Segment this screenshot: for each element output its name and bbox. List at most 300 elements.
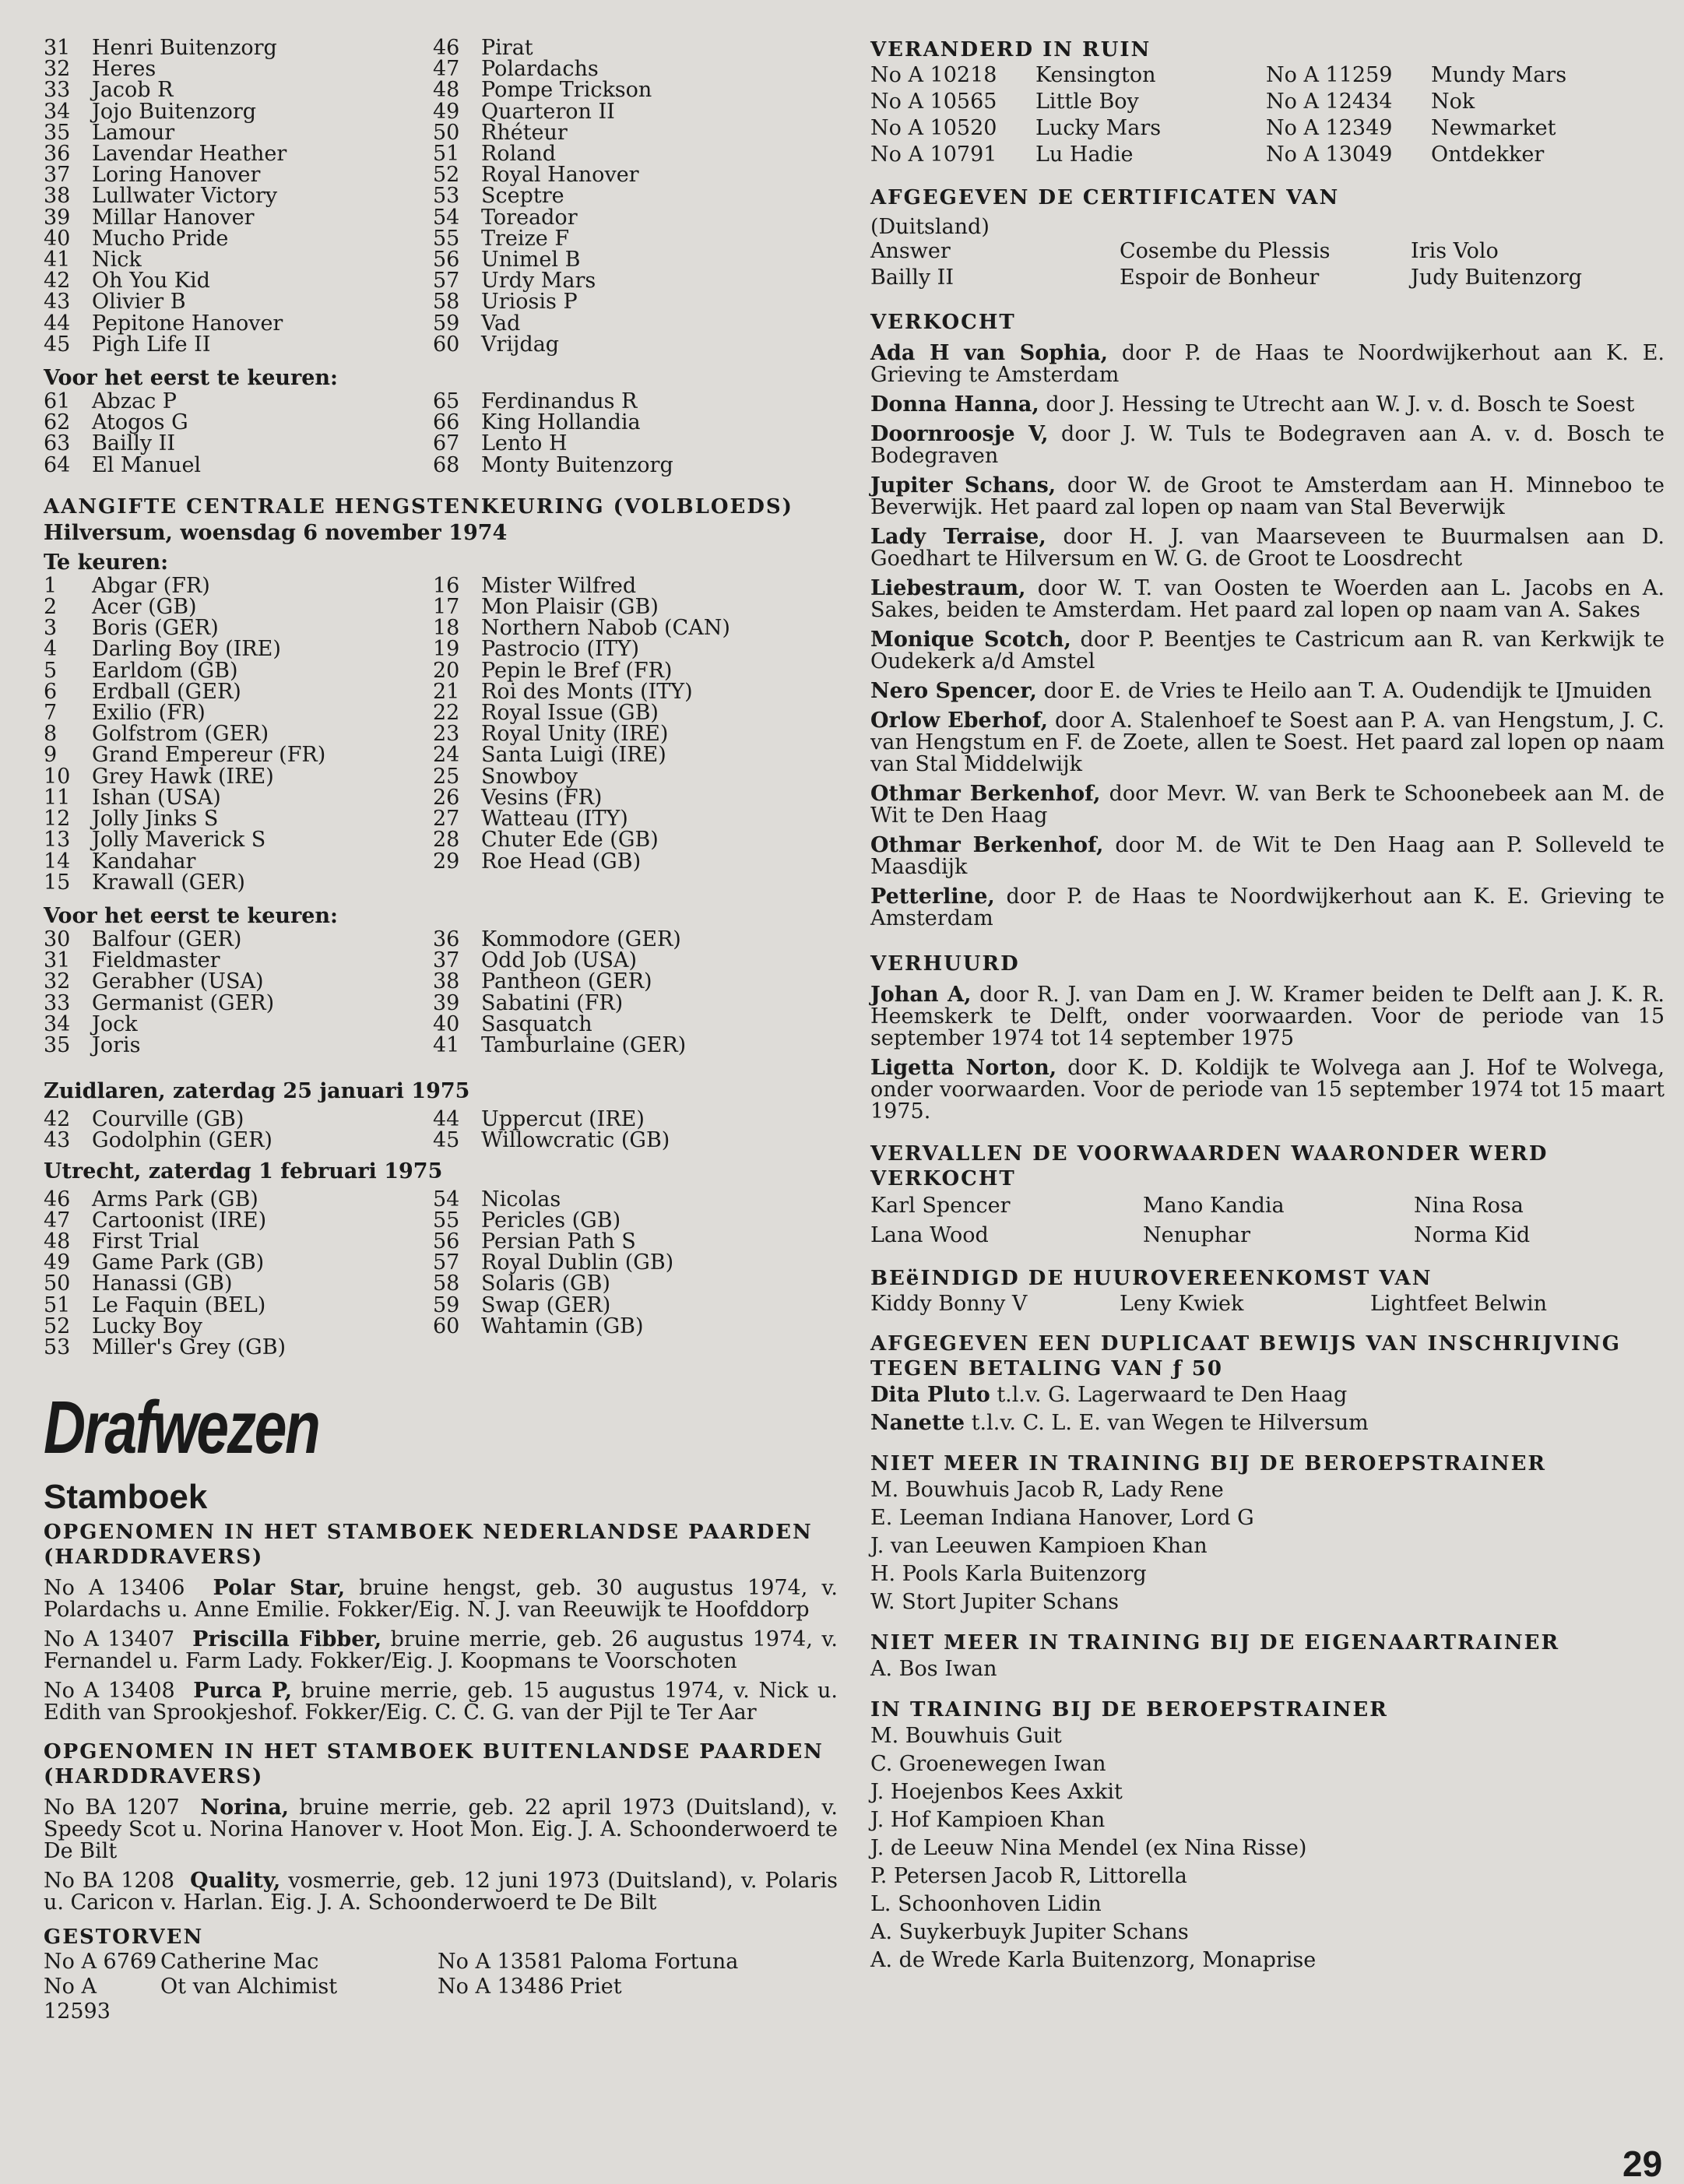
table-cell: Lu Hadie bbox=[1035, 142, 1134, 167]
entry-text: door H. J. van Maarseveen te Buurmalsen aan D. Goedhart te Hilversum en W. G. de Groot te Loosdrecht bbox=[870, 525, 1665, 571]
item-number: 42 bbox=[44, 1107, 71, 1132]
trainer-horses: Iwan bbox=[1053, 1752, 1106, 1776]
table-cell: No A 13049 bbox=[1266, 142, 1393, 167]
trainer-name: P. Petersen bbox=[870, 1864, 987, 1888]
list-item bbox=[433, 452, 838, 477]
list-col-2 bbox=[433, 391, 838, 476]
list-item bbox=[44, 766, 433, 787]
list-item bbox=[44, 681, 433, 702]
list-col-2 bbox=[433, 1189, 838, 1359]
list-item bbox=[433, 1011, 838, 1036]
list-item bbox=[44, 1210, 433, 1231]
item-number: 58 bbox=[433, 1271, 460, 1296]
item-name: Miller's Grey (GB) bbox=[92, 1335, 287, 1359]
item-number: 38 bbox=[44, 184, 71, 209]
item-name: Tamburlaine (GER) bbox=[481, 1032, 687, 1057]
table-cell: Nok bbox=[1431, 90, 1475, 114]
item-name: First Trial bbox=[92, 1229, 199, 1254]
item-number: 47 bbox=[433, 57, 460, 82]
list-item bbox=[870, 1409, 1665, 1437]
item-number: 40 bbox=[433, 1011, 460, 1036]
item-name: Olivier B bbox=[92, 290, 186, 315]
entry-number: No BA 1208 bbox=[44, 1869, 175, 1894]
trainer-name: A. Suykerbuyk bbox=[870, 1920, 1026, 1944]
item-number: 39 bbox=[44, 205, 71, 230]
verhuurd-heading: VERHUURD bbox=[870, 952, 1020, 976]
entry-name: Ada H van Sophia, bbox=[870, 341, 1108, 365]
item-name: Sasquatch bbox=[481, 1011, 592, 1036]
list-item bbox=[44, 433, 433, 454]
item-name: Jojo Buitenzorg bbox=[92, 99, 257, 124]
trainer-horses: Indiana Hanover, Lord G bbox=[990, 1506, 1254, 1530]
item-name: Uriosis P bbox=[481, 290, 578, 315]
item-name: Lavendar Heather bbox=[92, 142, 287, 167]
entry-text: door W. de Groot te Amsterdam aan H. Minneboo te Beverwijk. Het paard zal lopen op naam van Stal Beverwijk bbox=[870, 473, 1665, 519]
trainer-row bbox=[870, 1947, 1665, 1975]
entry-paragraph bbox=[44, 1629, 838, 1672]
entry-number: No A 13407 bbox=[44, 1627, 175, 1652]
item-number: 25 bbox=[433, 764, 460, 789]
trainer-row bbox=[870, 1722, 1665, 1750]
list-item bbox=[44, 950, 433, 971]
trainer-row bbox=[870, 1806, 1665, 1834]
table-cell: No A 11259 bbox=[1266, 63, 1393, 87]
item-number: 43 bbox=[44, 290, 71, 315]
item-name: Lucky Boy bbox=[92, 1314, 202, 1338]
list-item bbox=[44, 207, 433, 228]
item-number: 30 bbox=[44, 927, 71, 951]
item-name: Kommodore (GER) bbox=[481, 927, 681, 951]
item-number: 33 bbox=[44, 78, 71, 103]
table-cell: Answer bbox=[870, 239, 951, 263]
item-name: Grand Empereur (FR) bbox=[92, 743, 326, 768]
item-name: Uppercut (IRE) bbox=[481, 1107, 645, 1132]
item-number: 55 bbox=[433, 1208, 460, 1233]
item-number: 67 bbox=[433, 431, 460, 456]
trainer-name: J. van Leeuwen bbox=[870, 1534, 1032, 1558]
item-name: Jolly Jinks S bbox=[92, 807, 219, 832]
entry-name: Norina, bbox=[200, 1795, 290, 1820]
table-cell: No A 10218 bbox=[870, 63, 997, 87]
item-number: 60 bbox=[433, 332, 460, 357]
list-item bbox=[44, 1273, 433, 1294]
entry-paragraph bbox=[870, 681, 1665, 702]
te-keuren-list bbox=[44, 575, 838, 893]
table-cell: Kensington bbox=[1035, 63, 1156, 87]
list-item bbox=[44, 313, 433, 334]
item-number: 41 bbox=[44, 248, 71, 273]
trainer-row bbox=[870, 1476, 1665, 1504]
item-number: 21 bbox=[433, 679, 460, 704]
item-number: 61 bbox=[44, 389, 71, 414]
entry-text: door W. T. van Oosten te Woerden aan L. Jacobs en A. Sakes, beiden te Amsterdam. Het paard zal lopen op naam van A. Sakes bbox=[870, 576, 1665, 622]
item-number: 43 bbox=[44, 1128, 71, 1153]
section-subtitle: Stamboek bbox=[44, 1478, 208, 1517]
item-name: Erdball (GER) bbox=[92, 679, 241, 704]
trainer-row bbox=[870, 1504, 1665, 1532]
entry-name: Petterline, bbox=[870, 885, 995, 909]
item-name: Darling Boy (IRE) bbox=[92, 637, 281, 662]
list-item bbox=[44, 1337, 433, 1358]
trainer-row bbox=[870, 1918, 1665, 1947]
list-item bbox=[433, 290, 838, 315]
entry-paragraph bbox=[870, 629, 1665, 673]
duplicaat-list bbox=[870, 1381, 1665, 1437]
item-number: 44 bbox=[44, 311, 71, 336]
table-cell: Norma Kid bbox=[1414, 1223, 1531, 1247]
table-cell: Leny Kwiek bbox=[1120, 1292, 1244, 1316]
list-item bbox=[433, 334, 838, 355]
entry-text: door P. de Haas te Noordwijkerhout aan K. E. Grieving te Amsterdam bbox=[870, 885, 1665, 930]
item-name: Joris bbox=[92, 1032, 141, 1057]
item-name: Rhéteur bbox=[481, 120, 568, 145]
trainer-name: J. Hof bbox=[870, 1808, 930, 1832]
item-number: 48 bbox=[44, 1229, 71, 1254]
list-item bbox=[44, 1011, 433, 1036]
trainer-name: M. Bouwhuis bbox=[870, 1724, 1010, 1748]
list-item bbox=[870, 1381, 1665, 1409]
item-name: Jolly Maverick S bbox=[92, 828, 266, 853]
item-name: Ishan (USA) bbox=[92, 785, 221, 810]
item-number: 3 bbox=[44, 616, 58, 641]
table-cell: Judy Buitenzorg bbox=[1411, 266, 1583, 290]
entry-name: Johan A, bbox=[870, 983, 972, 1007]
entry-name: Monique Scotch, bbox=[870, 628, 1071, 652]
list-item bbox=[433, 1210, 838, 1231]
trainer-name: A. Bos bbox=[870, 1657, 938, 1681]
list-item bbox=[44, 701, 433, 726]
item-number: 37 bbox=[433, 948, 460, 973]
item-name: Roi des Monts (ITY) bbox=[481, 679, 693, 704]
item-name: Nicolas bbox=[481, 1187, 561, 1212]
item-number: 41 bbox=[433, 1032, 460, 1057]
item-name: Atogos G bbox=[92, 410, 188, 435]
item-name: Santa Luigi (IRE) bbox=[481, 743, 666, 768]
item-number: 27 bbox=[433, 807, 460, 832]
list-item bbox=[44, 1316, 433, 1337]
entry-name: Othmar Berkenhof, bbox=[870, 782, 1101, 806]
item-number: 9 bbox=[44, 743, 58, 768]
item-name: King Hollandia bbox=[481, 410, 641, 435]
item-number: 8 bbox=[44, 722, 58, 747]
entry-text: bruine merrie, geb. 26 augustus 1974, v. Fernandel u. Farm Lady. Fokker/Eig. J. Koopmans te Voorschoten bbox=[44, 1627, 838, 1674]
list-item bbox=[44, 142, 433, 167]
list-item bbox=[433, 1292, 838, 1317]
item-name: Boris (GER) bbox=[92, 616, 219, 641]
item-name: Pastrocio (ITY) bbox=[481, 637, 640, 662]
initial-horse-list bbox=[44, 37, 838, 355]
in-beroep-list bbox=[870, 1722, 1665, 1975]
list-col-2 bbox=[433, 1109, 838, 1151]
item-name: Kandahar bbox=[92, 849, 196, 874]
list-item bbox=[433, 681, 838, 702]
list-item bbox=[433, 1130, 838, 1151]
item-number: 19 bbox=[433, 637, 460, 662]
item-name: Watteau (ITY) bbox=[481, 807, 628, 832]
ruin-heading: VERANDERD IN RUIN bbox=[870, 38, 1151, 62]
niet-beroep-heading: NIET MEER IN TRAINING BIJ DE BEROEPSTRAINER bbox=[870, 1452, 1547, 1475]
item-name: Pantheon (GER) bbox=[481, 969, 652, 994]
list-col-2 bbox=[433, 575, 838, 893]
table-cell: Mundy Mars bbox=[1431, 63, 1567, 87]
item-name: Mucho Pride bbox=[92, 226, 229, 251]
list-item bbox=[433, 207, 838, 228]
table-cell: Little Boy bbox=[1035, 90, 1139, 114]
list-item bbox=[44, 334, 433, 355]
item-name: Northern Nabob (CAN) bbox=[481, 616, 730, 641]
item-number: 22 bbox=[433, 701, 460, 726]
item-number: 55 bbox=[433, 226, 460, 251]
verhuurd-entries bbox=[870, 984, 1665, 1123]
item-name: Treize F bbox=[481, 226, 570, 251]
table-cell: Karl Spencer bbox=[870, 1194, 1011, 1218]
list-item bbox=[433, 971, 838, 992]
list-item bbox=[433, 743, 838, 768]
list-item bbox=[44, 660, 433, 681]
entry-paragraph bbox=[870, 783, 1665, 827]
utrecht-label: Utrecht, zaterdag 1 februari 1975 bbox=[44, 1159, 443, 1183]
item-name: Quarteron II bbox=[481, 99, 615, 124]
item-name: Lamour bbox=[92, 120, 175, 145]
list-item bbox=[44, 1231, 433, 1252]
list-item bbox=[433, 269, 838, 294]
entry-number: No BA 1207 bbox=[44, 1795, 180, 1820]
list-item bbox=[433, 57, 838, 82]
item-number: 33 bbox=[44, 990, 71, 1015]
niet-beroep-list bbox=[870, 1476, 1665, 1616]
item-name: Loring Hanover bbox=[92, 163, 261, 188]
entry-number: No A 13408 bbox=[44, 1679, 175, 1704]
entry-name: Lady Terraise, bbox=[870, 525, 1046, 549]
list-item bbox=[433, 412, 838, 433]
table-cell: No A 13486 bbox=[438, 1975, 564, 1999]
item-name: El Manuel bbox=[92, 452, 202, 477]
item-number: 46 bbox=[44, 1187, 71, 1212]
list-item bbox=[433, 701, 838, 726]
entry-paragraph bbox=[870, 394, 1665, 416]
list-item bbox=[44, 122, 433, 143]
table-cell: Mano Kandia bbox=[1143, 1194, 1285, 1218]
list-item bbox=[44, 743, 433, 768]
entry-name: Polar Star, bbox=[213, 1576, 346, 1601]
entry-paragraph bbox=[870, 343, 1665, 386]
list-item bbox=[44, 616, 433, 641]
item-name: Ferdinandus R bbox=[481, 389, 638, 414]
table-cell: No A 10565 bbox=[870, 90, 997, 114]
entry-name: Liebestraum, bbox=[870, 576, 1026, 600]
table-cell: No A 12434 bbox=[1266, 90, 1393, 114]
item-number: 15 bbox=[44, 870, 71, 895]
entry-text: door J. Hessing te Utrecht aan W. J. v. d. Bosch te Soest bbox=[1046, 392, 1635, 417]
entry-text: bruine hengst, geb. 30 augustus 1974, v. Polardachs u. Anne Emilie. Fokker/Eig. N. J. van Reeuwijk te Hoofddorp bbox=[44, 1576, 838, 1623]
list-item bbox=[44, 929, 433, 950]
entry-text: door A. Stalenhoef te Soest aan P. A. van Hengstum, J. C. van Hengstum en F. de Zoete, allen te Soest. Het paard zal lopen op naam van Stal Middelwijk bbox=[870, 709, 1665, 776]
trainer-horses: Jacob R, Lady Rene bbox=[1016, 1478, 1224, 1502]
entry-text: door P. de Haas te Noordwijkerhout aan K. E. Grieving te Amsterdam bbox=[870, 341, 1665, 387]
item-name: Sceptre bbox=[481, 184, 564, 209]
item-name: Grey Hawk (IRE) bbox=[92, 764, 274, 789]
entry-name: Quality, bbox=[190, 1869, 281, 1894]
list-item bbox=[433, 990, 838, 1015]
item-number: 54 bbox=[433, 205, 460, 230]
item-number: 40 bbox=[44, 226, 71, 251]
entry-paragraph bbox=[44, 1797, 838, 1862]
trainer-row bbox=[870, 1655, 1665, 1683]
item-name: Pepitone Hanover bbox=[92, 311, 283, 336]
item-number: 53 bbox=[433, 184, 460, 209]
item-number: 45 bbox=[44, 332, 71, 357]
entry-name: Ligetta Norton, bbox=[870, 1056, 1057, 1080]
item-number: 59 bbox=[433, 311, 460, 336]
trainer-name: H. Pools bbox=[870, 1562, 958, 1586]
trainer-horses: Kampioen Khan bbox=[1038, 1534, 1208, 1558]
item-name: Arms Park (GB) bbox=[92, 1187, 258, 1212]
item-number: 34 bbox=[44, 1011, 71, 1036]
item-name: Snowboy bbox=[481, 764, 578, 789]
item-number: 51 bbox=[433, 142, 460, 167]
entry-name: Doornroosje V, bbox=[870, 422, 1049, 446]
list-col-1 bbox=[44, 575, 433, 893]
item-name: Lento H bbox=[481, 431, 568, 456]
list-item bbox=[433, 313, 838, 334]
list-col-2 bbox=[433, 929, 838, 1056]
entry-paragraph bbox=[870, 1057, 1665, 1123]
item-name: Vad bbox=[481, 311, 521, 336]
item-number: 44 bbox=[433, 1107, 460, 1132]
item-number: 29 bbox=[433, 849, 460, 874]
list-item bbox=[433, 433, 838, 454]
vervallen-heading: VERVALLEN DE VOORWAARDEN WAARONDER WERD VERKOCHT bbox=[870, 1142, 1549, 1190]
item-number: 14 bbox=[44, 849, 71, 874]
entry-text: door Mevr. W. van Berk te Schoonebeek aan M. de Wit te Den Haag bbox=[870, 782, 1665, 828]
list-item bbox=[44, 851, 433, 872]
item-number: 12 bbox=[44, 807, 71, 832]
item-number: 49 bbox=[433, 99, 460, 124]
list-item bbox=[433, 1252, 838, 1273]
entry-name: Priscilla Fibber, bbox=[192, 1627, 382, 1652]
list-item bbox=[44, 184, 433, 209]
list-item bbox=[44, 37, 433, 58]
list-item bbox=[44, 872, 433, 893]
item-number: 66 bbox=[433, 410, 460, 435]
in-beroep-heading: IN TRAINING BIJ DE BEROEPSTRAINER bbox=[870, 1698, 1388, 1722]
item-number: 35 bbox=[44, 120, 71, 145]
item-number: 39 bbox=[433, 990, 460, 1015]
item-name: Jock bbox=[92, 1011, 138, 1036]
item-number: 2 bbox=[44, 595, 58, 620]
item-number: 35 bbox=[44, 1032, 71, 1057]
table-cell: Lucky Mars bbox=[1035, 116, 1162, 140]
item-number: 42 bbox=[44, 269, 71, 294]
trainer-row bbox=[870, 1890, 1665, 1918]
list-item bbox=[433, 575, 838, 596]
table-cell: Lightfeet Belwin bbox=[1370, 1292, 1548, 1316]
list-col-1 bbox=[44, 1189, 433, 1359]
trainer-row bbox=[870, 1862, 1665, 1890]
list-item bbox=[433, 1032, 838, 1057]
item-name: Sabatini (FR) bbox=[481, 990, 624, 1015]
list-item bbox=[44, 828, 433, 853]
item-number: 47 bbox=[44, 1208, 71, 1233]
bui-entries bbox=[44, 1797, 838, 1914]
cert-table bbox=[870, 238, 1665, 291]
item-number: 68 bbox=[433, 452, 460, 477]
list-item bbox=[433, 248, 838, 273]
item-number: 32 bbox=[44, 57, 71, 82]
item-number: 18 bbox=[433, 616, 460, 641]
item-number: 50 bbox=[433, 120, 460, 145]
trainer-name: J. de Leeuw bbox=[870, 1836, 994, 1860]
table-cell: Kiddy Bonny V bbox=[870, 1292, 1028, 1316]
list-col-1 bbox=[44, 37, 433, 355]
list-item bbox=[44, 1292, 433, 1317]
item-name: Cartoonist (IRE) bbox=[92, 1208, 267, 1233]
list-item bbox=[433, 851, 838, 872]
trainer-horses: Lidin bbox=[1046, 1892, 1102, 1916]
item-number: 11 bbox=[44, 785, 71, 810]
item-number: 13 bbox=[44, 828, 71, 853]
trainer-horses: Karla Buitenzorg bbox=[965, 1562, 1147, 1586]
item-name: Wahtamin (GB) bbox=[481, 1314, 644, 1338]
item-name: Vrijdag bbox=[481, 332, 560, 357]
table-cell: No A 6769 bbox=[44, 1950, 157, 1975]
list-item bbox=[433, 1316, 838, 1337]
ruin-table bbox=[870, 62, 1665, 168]
list-item bbox=[44, 1130, 433, 1151]
entry-paragraph bbox=[870, 886, 1665, 930]
item-number: 5 bbox=[44, 658, 58, 683]
item-number: 38 bbox=[433, 969, 460, 994]
trainer-horses: Jupiter Schans bbox=[1032, 1920, 1189, 1944]
trainer-row bbox=[870, 1588, 1665, 1616]
item-name: Acer (GB) bbox=[92, 595, 197, 620]
item-name: Odd Job (USA) bbox=[481, 948, 638, 973]
item-number: 23 bbox=[433, 722, 460, 747]
item-number: 58 bbox=[433, 290, 460, 315]
item-name: Oh You Kid bbox=[92, 269, 210, 294]
list-item bbox=[433, 722, 838, 747]
item-number: 62 bbox=[44, 410, 71, 435]
list-item bbox=[44, 787, 433, 808]
item-name: Royal Unity (IRE) bbox=[481, 722, 669, 747]
item-number: 1 bbox=[44, 573, 58, 598]
trainer-horses: Nina Mendel (ex Nina Risse) bbox=[1000, 1836, 1307, 1860]
entry-paragraph bbox=[870, 710, 1665, 775]
item-name: Roland bbox=[481, 142, 556, 167]
first-keuren2-list bbox=[44, 929, 838, 1056]
item-number: 17 bbox=[433, 595, 460, 620]
item-number: 36 bbox=[433, 927, 460, 951]
item-number: 65 bbox=[433, 389, 460, 414]
list-item bbox=[44, 1109, 433, 1130]
item-name: Balfour (GER) bbox=[92, 927, 242, 951]
list-item bbox=[44, 290, 433, 315]
item-number: 31 bbox=[44, 36, 71, 60]
item-name: Bailly II bbox=[92, 431, 176, 456]
item-name: Abzac P bbox=[92, 389, 177, 414]
gestorven-heading: GESTORVEN bbox=[44, 1926, 204, 1950]
entry-text: door P. Beentjes te Castricum aan R. van Kerkwijk te Oudekerk a/d Amstel bbox=[870, 628, 1665, 673]
item-name: Germanist (GER) bbox=[92, 990, 275, 1015]
page-number: 29 bbox=[1622, 2144, 1663, 2184]
list-item bbox=[433, 37, 838, 58]
item-name: Solaris (GB) bbox=[481, 1271, 610, 1296]
item-name: Gerabher (USA) bbox=[92, 969, 264, 994]
list-item bbox=[433, 1273, 838, 1294]
list-item bbox=[433, 1189, 838, 1210]
item-number: 16 bbox=[433, 573, 460, 598]
list-item bbox=[44, 575, 433, 596]
